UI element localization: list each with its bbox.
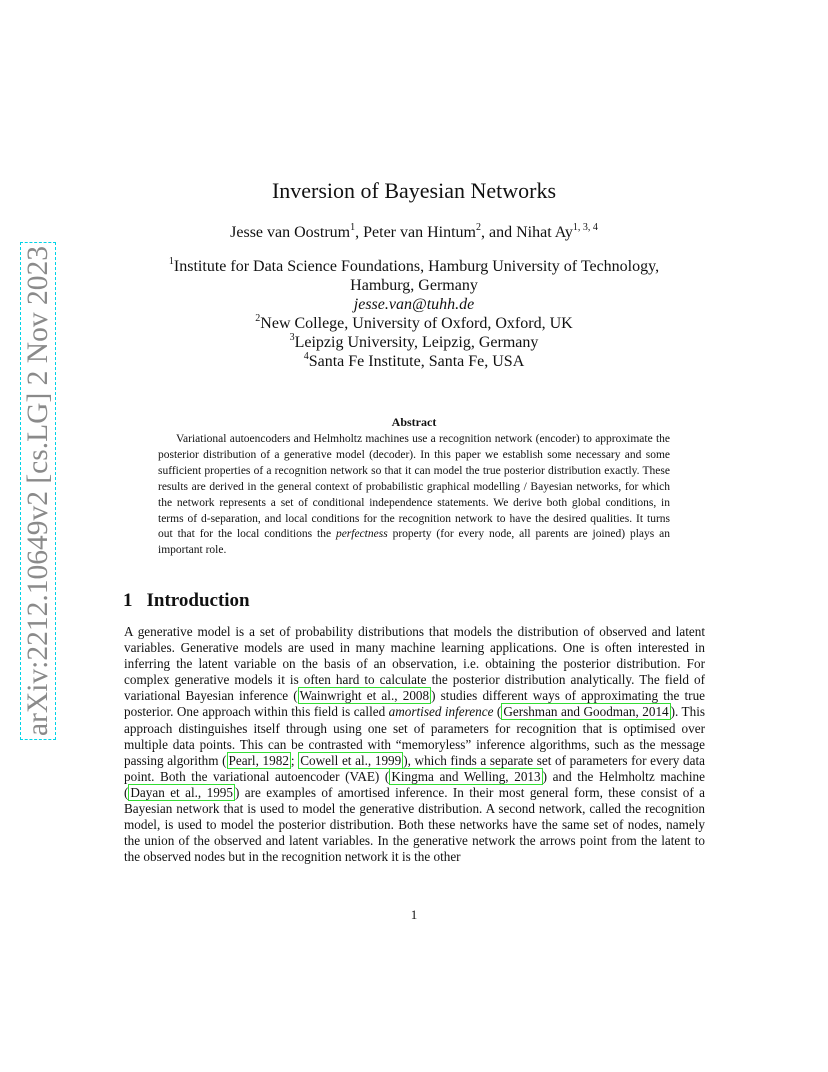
emphasis-text: amortised inference <box>388 704 494 720</box>
citation-link[interactable]: Cowell et al., 1999 <box>300 752 402 768</box>
author-separator: , and <box>481 224 517 241</box>
abstract-text-part: Variational autoencoders and Helmholtz machines use a recognition network (encoder) to approximate the posterior distribution of a generative model (decoder). In this paper we establish some necessary and some sufficient properties of a recognition network so that it can model the true posterior distribution exactly. These results are derived in the general context of probabilistic graphical modelling / Bayesian networks, for which the network represents a set of conditional independence statements. We derive both global conditions, in terms of d-separation, and local conditions for the recognition network to have the desired qualities. It turns out that for the local conditions the <box>158 433 670 541</box>
citation-year: 1995 <box>206 784 233 800</box>
abstract-text-part: property (for every node, all parents are joined) plays an important role. <box>158 528 670 557</box>
citation-author: Pearl <box>228 752 256 768</box>
author-affil-sup: 1, 3, 4 <box>572 222 598 233</box>
citation-link[interactable]: Kingma and Welling, 2013 <box>391 768 541 784</box>
affil-text: New College, University of Oxford, Oxford, UK <box>260 315 573 332</box>
affil-sup: 2 <box>255 313 261 324</box>
affil-sup: 4 <box>303 351 309 362</box>
abstract-heading: Abstract <box>391 415 437 429</box>
citation-author: Cowell et al. <box>300 752 368 768</box>
citation-year: 1999 <box>374 752 402 768</box>
author-affil-sup: 1 <box>350 222 356 233</box>
abstract-emphasis: perfectness <box>335 528 388 541</box>
body-text-run: ), which finds a separate set of parameters for every data point. Both the variational autoencoder (VAE) ( <box>124 752 706 784</box>
citation-year: 1982 <box>262 752 289 768</box>
page-number: 1 <box>410 907 418 922</box>
affil-text: Leipzig University, Leipzig, Germany <box>294 334 539 351</box>
citation-year: 2008 <box>402 688 430 704</box>
affil-sup: 3 <box>289 332 295 343</box>
affil-text: Institute for Data Science Foundations, Hamburg University of Technology, <box>173 258 660 275</box>
affiliation-1 <box>0 257 828 276</box>
citation-author: Dayan et al. <box>130 784 198 800</box>
section-title: Introduction <box>146 590 250 611</box>
body-text-run: ) and the Helmholtz machine ( <box>124 768 705 800</box>
paper-title: Inversion of Bayesian Networks <box>271 178 557 203</box>
citation-author: Gershman and Goodman <box>503 704 636 720</box>
body-text-run: ) are examples of amortised inference. In their most general form, these consist of a Bayesian network that is used to model the generative distribution. A second network, called the recognition model, is used to model the posterior distribution. Both these networks have the same set of nodes, namely the union of the observed and latent variables. In the generative network the arrows point from the latent to the observed nodes but in the recognition network it is the other <box>124 784 706 865</box>
body-text-run: ). This approach distinguishes itself through using one set of parameters for recognition that is optimised over multiple data points. This can be contrasted with “memoryless” inference algorithms, such as the message passing algorithm ( <box>124 704 705 768</box>
intro-paragraph <box>124 624 705 865</box>
arxiv-id-text: arXiv:2212.10649v2 [cs.LG] 2 Nov 2023 <box>20 242 56 740</box>
section-heading <box>123 590 250 612</box>
affiliation-4 <box>0 352 828 371</box>
body-text-run: ( <box>493 704 502 720</box>
affil-sup: 1 <box>168 256 174 267</box>
citation-link[interactable]: Pearl, 1982 <box>228 752 289 768</box>
citation-link[interactable]: Dayan et al., 1995 <box>130 784 233 800</box>
body-text-run: ; <box>290 752 299 768</box>
author-email: jesse.van@tuhh.de <box>353 296 475 313</box>
citation-link[interactable]: Wainwright et al., 2008 <box>299 688 430 704</box>
affiliation-2 <box>0 314 828 333</box>
affiliation-3 <box>0 333 828 352</box>
citation-author: Kingma and Welling <box>391 768 506 784</box>
author-list <box>0 223 828 242</box>
author-affil-sup: 2 <box>476 222 481 233</box>
affiliation-1-line2: Hamburg, Germany <box>350 277 478 294</box>
body-text-run: ) studies different ways of approximating the true posterior. One approach within this field is called <box>124 688 706 720</box>
author-name: Nihat Ay <box>516 224 573 241</box>
citation-year: 2014 <box>642 704 669 720</box>
section-number: 1 <box>123 590 133 611</box>
abstract-text <box>158 432 670 559</box>
author-separator: , <box>355 224 364 241</box>
body-text-run: A generative model is a set of probability distributions that models the distribution of observed and latent variables. Generative models are used in many machine learning applications. One is often interested in inferring the latent variable on the basis of an observation, i.e. obtaining the posterior distribution. For complex generative models it is often hard to calculate the posterior distribution analytically. The field of variational Bayesian inference ( <box>124 624 705 704</box>
author-name: Peter van Hintum <box>363 224 476 241</box>
affil-text: Santa Fe Institute, Santa Fe, USA <box>308 353 525 370</box>
citation-link[interactable]: Gershman and Goodman, 2014 <box>503 704 669 720</box>
author-name: Jesse van Oostrum <box>230 224 351 241</box>
citation-year: 2013 <box>514 768 541 784</box>
citation-author: Wainwright et al. <box>299 688 395 704</box>
